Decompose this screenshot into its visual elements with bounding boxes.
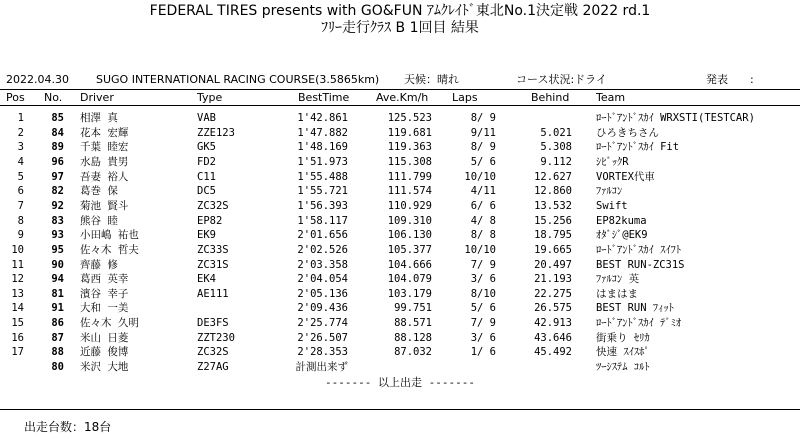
cell-driver: 葛西 英幸 <box>80 273 129 286</box>
cell-behind: 18.795 <box>534 229 572 242</box>
col-header-behind: Behind <box>531 91 570 104</box>
cell-avg: 104.666 <box>387 258 432 271</box>
page-subtitle: ﾌﾘｰ走行ｸﾗｽ B 1回目 結果 <box>321 20 479 36</box>
cell-no: 92 <box>51 199 64 212</box>
table-row <box>0 155 800 170</box>
cell-best: 1'48.169 <box>297 141 348 154</box>
cell-best: 1'42.861 <box>297 112 348 124</box>
cell-pos: 3 <box>17 141 24 154</box>
cell-no: 95 <box>51 243 64 256</box>
cell-behind: 9.112 <box>540 155 572 168</box>
cell-behind: 20.497 <box>534 258 572 271</box>
table-row <box>0 316 800 331</box>
cell-behind: 45.492 <box>534 346 572 359</box>
cell-pos: 10 <box>11 243 24 256</box>
table-row <box>0 272 800 287</box>
col-header-team: Team <box>596 91 626 104</box>
cell-pos: 16 <box>11 331 24 344</box>
cell-laps: 5/ 6 <box>470 302 496 315</box>
cell-pos: 6 <box>17 185 24 198</box>
col-header-type: Type <box>197 91 223 104</box>
cell-best: 1'58.117 <box>297 214 348 227</box>
table-row <box>0 287 800 302</box>
cell-no: 85 <box>51 112 64 124</box>
cell-no: 94 <box>51 273 64 286</box>
cell-no: 89 <box>51 141 64 154</box>
announce-label: 発表 : <box>706 73 754 86</box>
cell-best: 2'26.507 <box>297 331 348 344</box>
cell-type: AE111 <box>197 287 229 300</box>
table-row <box>0 126 800 141</box>
cell-laps: 3/ 6 <box>470 331 496 344</box>
cell-team: ひろきちさん <box>596 126 659 139</box>
cell-best: 2'02.526 <box>297 243 348 256</box>
cell-type: FD2 <box>197 155 216 168</box>
cell-driver: 花本 宏輝 <box>80 126 129 139</box>
header-top-rule <box>0 89 800 90</box>
cell-avg: 119.363 <box>387 141 432 154</box>
page-title: FEDERAL TIRES presents with GO&FUN ｱﾑｸﾚｲﾄﾞ東北No.1決定戦 2022 rd.1 <box>149 3 651 19</box>
cell-behind: 26.575 <box>534 302 572 315</box>
cell-laps: 4/11 <box>470 185 496 198</box>
cell-avg: 105.377 <box>387 243 432 256</box>
cell-no: 80 <box>51 361 64 374</box>
cell-laps: 4/ 8 <box>470 214 496 227</box>
cell-no: 91 <box>51 302 64 315</box>
cell-pos: 15 <box>11 317 24 330</box>
cell-avg: 125.523 <box>387 112 432 124</box>
cell-driver: 米沢 大地 <box>80 361 129 374</box>
cell-type: ZC33S <box>197 243 229 256</box>
cell-laps: 8/ 9 <box>470 112 496 124</box>
end-marker: ------- 以上出走 ------- <box>325 376 475 389</box>
cell-team: BEST RUN-ZC31S <box>596 258 685 271</box>
cell-avg: 88.128 <box>394 331 432 344</box>
cell-avg: 87.032 <box>394 346 432 359</box>
table-row <box>0 243 800 258</box>
cell-pos: 2 <box>17 126 24 139</box>
cell-best: 2'09.436 <box>297 302 348 315</box>
cell-laps: 10/10 <box>464 243 496 256</box>
col-header-pos: Pos <box>6 91 25 104</box>
table-row <box>0 345 800 360</box>
footer-rule <box>0 409 800 410</box>
cell-team: ｼﾋﾞｯｸR <box>596 155 629 168</box>
cell-no: 82 <box>51 185 64 198</box>
cell-type: VAB <box>197 112 216 124</box>
cell-type: ZC31S <box>197 258 229 271</box>
header-bottom-rule <box>0 105 800 106</box>
cell-best: 計測出来ず <box>295 361 348 374</box>
cell-avg: 119.681 <box>387 126 432 139</box>
cell-avg: 103.179 <box>387 287 432 300</box>
cell-best: 1'51.973 <box>297 155 348 168</box>
table-row <box>0 184 800 199</box>
cell-driver: 吾妻 裕人 <box>80 170 129 183</box>
cell-driver: 葛巻 保 <box>80 185 118 198</box>
cell-team: ﾛｰﾄﾞｱﾝﾄﾞｽｶｲ ﾃﾞﾐｵ <box>596 317 682 330</box>
cell-driver: 濱谷 幸子 <box>80 287 129 300</box>
cell-type: Z27AG <box>197 361 229 374</box>
cell-laps: 7/ 9 <box>470 258 496 271</box>
cell-team: EP82kuma <box>596 214 647 227</box>
cell-behind: 13.532 <box>534 199 572 212</box>
entry-count: 出走台数：18台 <box>24 420 112 434</box>
cell-laps: 6/ 6 <box>470 199 496 212</box>
table-row <box>0 199 800 214</box>
cell-avg: 111.574 <box>387 185 432 198</box>
table-row <box>0 301 800 316</box>
cell-type: DC5 <box>197 185 216 198</box>
cell-no: 96 <box>51 155 64 168</box>
cell-no: 86 <box>51 317 64 330</box>
cell-team: 街乗り ｾﾘｶ <box>596 331 650 344</box>
cell-no: 88 <box>51 346 64 359</box>
cell-driver: 水島 貴男 <box>80 155 129 168</box>
col-header-no: No. <box>44 91 63 104</box>
cell-driver: 齊藤 修 <box>80 258 118 271</box>
cell-driver: 千葉 睦宏 <box>80 141 129 154</box>
cell-pos: 8 <box>17 214 24 227</box>
cell-avg: 109.310 <box>387 214 432 227</box>
cell-no: 93 <box>51 229 64 242</box>
cell-no: 81 <box>51 287 64 300</box>
cell-pos: 4 <box>17 155 24 168</box>
cell-behind: 5.021 <box>540 126 572 139</box>
cell-no: 83 <box>51 214 64 227</box>
cell-best: 2'05.136 <box>297 287 348 300</box>
cell-best: 2'01.656 <box>297 229 348 242</box>
cell-behind: 21.193 <box>534 273 572 286</box>
cell-type: ZC32S <box>197 199 229 212</box>
table-row <box>0 214 800 229</box>
cell-type: EK4 <box>197 273 216 286</box>
cell-team: ﾂｰｼｽﾃﾑ ｺﾙﾄ <box>596 361 650 374</box>
cell-no: 97 <box>51 170 64 183</box>
cell-driver: 大和 一美 <box>80 302 129 315</box>
cell-laps: 9/11 <box>470 126 496 139</box>
cell-laps: 1/ 6 <box>470 346 496 359</box>
cell-type: C11 <box>197 170 216 183</box>
weather: 天候：晴れ <box>404 73 459 86</box>
cell-type: GK5 <box>197 141 216 154</box>
table-row <box>0 140 800 155</box>
cell-avg: 88.571 <box>394 317 432 330</box>
cell-team: ﾛｰﾄﾞｱﾝﾄﾞｽｶｲ WRXSTI(TESTCAR) <box>596 112 755 124</box>
cell-avg: 115.308 <box>387 155 432 168</box>
table-row <box>0 360 800 375</box>
cell-team: はまはま <box>596 287 638 300</box>
cell-best: 1'47.882 <box>297 126 348 139</box>
cell-laps: 7/ 9 <box>470 317 496 330</box>
cell-best: 2'04.054 <box>297 273 348 286</box>
cell-laps: 8/10 <box>470 287 496 300</box>
col-header-laps: Laps <box>452 91 478 104</box>
cell-best: 1'55.488 <box>297 170 348 183</box>
cell-team: ﾛｰﾄﾞｱﾝﾄﾞｽｶｲ Fit <box>596 141 680 154</box>
table-row <box>0 228 800 243</box>
cell-behind: 42.913 <box>534 317 572 330</box>
col-header-best: BestTime <box>298 91 350 104</box>
cell-behind: 12.860 <box>534 185 572 198</box>
cell-avg: 110.929 <box>387 199 432 212</box>
cell-best: 1'56.393 <box>297 199 348 212</box>
cell-driver: 米山 日菱 <box>80 331 129 344</box>
table-row <box>0 331 800 346</box>
cell-avg: 106.130 <box>387 229 432 242</box>
cell-best: 2'03.358 <box>297 258 348 271</box>
event-date: 2022.04.30 <box>6 73 69 86</box>
cell-behind: 22.275 <box>534 287 572 300</box>
cell-best: 1'55.721 <box>297 185 348 198</box>
cell-pos: 12 <box>11 273 24 286</box>
cell-laps: 8/ 8 <box>470 229 496 242</box>
cell-team: 快速 ｽｲｽﾎﾟ <box>596 346 650 359</box>
cell-pos: 9 <box>17 229 24 242</box>
cell-driver: 佐々木 久明 <box>80 317 139 330</box>
cell-team: ﾌｧﾙｺﾝ 英 <box>596 273 640 286</box>
cell-driver: 菊池 賢斗 <box>80 199 129 212</box>
cell-team: ｵﾀﾞｼﾞ@EK9 <box>596 229 648 242</box>
course-name: SUGO INTERNATIONAL RACING COURSE(3.5865km) <box>96 73 380 86</box>
cell-type: ZZE123 <box>197 126 235 139</box>
cell-behind: 19.665 <box>534 243 572 256</box>
cell-best: 2'28.353 <box>297 346 348 359</box>
cell-pos: 14 <box>11 302 24 315</box>
cell-no: 84 <box>51 126 64 139</box>
col-header-avg: Ave.Km/h <box>376 91 429 104</box>
cell-driver: 小田嶋 祐也 <box>80 229 139 242</box>
cell-avg: 111.799 <box>387 170 432 183</box>
cell-pos: 7 <box>17 199 24 212</box>
cell-driver: 相澤 真 <box>80 112 118 124</box>
cell-laps: 5/ 6 <box>470 155 496 168</box>
course-condition: コース状況:ドライ <box>516 73 607 86</box>
cell-avg: 104.079 <box>387 273 432 286</box>
cell-team: BEST RUN ﾌｨｯﾄ <box>596 302 674 315</box>
cell-team: ﾌｧﾙｺﾝ <box>596 185 623 198</box>
cell-pos: 17 <box>11 346 24 359</box>
cell-laps: 3/ 6 <box>470 273 496 286</box>
col-header-driver: Driver <box>80 91 114 104</box>
cell-team: ﾛｰﾄﾞｱﾝﾄﾞｽｶｲ ｽｲﾌﾄ <box>596 243 682 256</box>
table-row <box>0 170 800 185</box>
cell-team: VORTEX代車 <box>596 170 655 183</box>
cell-driver: 佐々木 哲夫 <box>80 243 139 256</box>
cell-type: EP82 <box>197 214 223 227</box>
cell-pos: 11 <box>11 258 24 271</box>
cell-best: 2'25.774 <box>297 317 348 330</box>
cell-type: DE3FS <box>197 317 229 330</box>
cell-pos: 13 <box>11 287 24 300</box>
cell-behind: 12.627 <box>534 170 572 183</box>
cell-no: 87 <box>51 331 64 344</box>
cell-driver: 熊谷 睦 <box>80 214 118 227</box>
table-row <box>0 111 800 126</box>
cell-laps: 8/ 9 <box>470 141 496 154</box>
cell-pos: 1 <box>17 112 24 124</box>
cell-behind: 5.308 <box>540 141 572 154</box>
cell-type: ZZT230 <box>197 331 235 344</box>
cell-no: 90 <box>51 258 64 271</box>
cell-laps: 10/10 <box>464 170 496 183</box>
cell-behind: 15.256 <box>534 214 572 227</box>
cell-type: EK9 <box>197 229 216 242</box>
cell-avg: 99.751 <box>394 302 432 315</box>
cell-pos: 5 <box>17 170 24 183</box>
cell-type: ZC32S <box>197 346 229 359</box>
cell-driver: 近藤 俊博 <box>80 346 129 359</box>
cell-behind: 43.646 <box>534 331 572 344</box>
table-row <box>0 258 800 273</box>
cell-team: Swift <box>596 199 628 212</box>
